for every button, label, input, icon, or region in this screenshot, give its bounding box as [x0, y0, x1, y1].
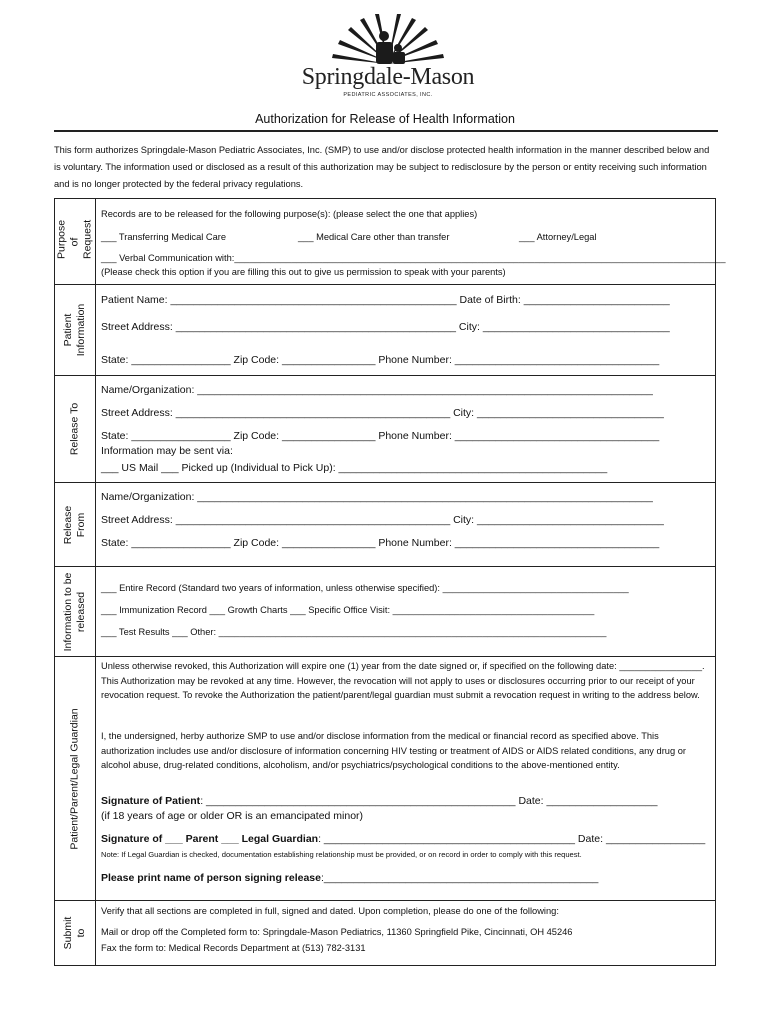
section-label: Information to be released: [62, 572, 87, 651]
legal-guardian-note: Note: If Legal Guardian is checked, documentation establishing relationship must be provided, or on record in order to comply with this request.: [101, 850, 582, 859]
print-name-field[interactable]: [101, 872, 598, 884]
expiration-paragraph: Unless otherwise revoked, this Authorization will expire one (1) year from the date signed or, if specified on the following date: ________________. This Authorization may be revoked at any time. However, the revocation will not apply to uses or disclosures occurring prior to our receipt of your revocation request. To revoke the Authorization the patient/parent/legal guardian must submit a revocation request in writing to the address below.: [101, 661, 705, 700]
send-via-label: Information may be sent via:: [101, 445, 233, 457]
section-label: Purpose of Request: [55, 219, 94, 259]
section-label: Release To: [68, 402, 81, 456]
release-to-state-field[interactable]: State: _________________ Zip Code: ________________ Phone Number: ___________________________________: [101, 430, 660, 442]
section-label-cell: [55, 199, 96, 284]
other-record-options[interactable]: ___ Test Results ___ Other: ___________________________________________________________________________: [101, 627, 607, 637]
section-label-cell: [55, 567, 96, 656]
release-to-street-field[interactable]: Street Address: _______________________________________________ City: ________________________________: [101, 407, 664, 419]
print-name-line: :_______________________________________________: [321, 872, 599, 884]
authorization-form: [54, 198, 726, 966]
section-guardian: [55, 657, 715, 901]
parent-signature-line: : ___________________________________________ Date: _________________: [318, 833, 706, 845]
purpose-heading: Records are to be released for the following purpose(s): (please select the one that applies): [101, 209, 478, 219]
section-submit: [55, 901, 715, 965]
patient-name-field[interactable]: Patient Name: _________________________________________________ Date of Birth: _________________________: [101, 294, 670, 306]
title-divider: [54, 130, 718, 132]
section-label-cell: [55, 901, 96, 965]
section-label-cell: [55, 483, 96, 566]
option-attorney-legal[interactable]: ___ Attorney/Legal: [519, 232, 597, 242]
patient-signature-label: Signature of Patient: [101, 795, 201, 807]
intro-text: This form authorizes Springdale-Mason Pediatric Associates, Inc. (SMP) to use and/or disclose protected health information in the manner described below and is voluntary. The information used or disclosed as a result of this authorization may be subject to redisclosure by the person or entity receiving such information and is no longer protected by the federal privacy regulations.: [54, 145, 710, 189]
section-label-cell: [55, 657, 96, 900]
mail-instructions: Mail or drop off the Completed form to: Springdale-Mason Pediatrics, 11360 Springfield Pike, Cincinnati, OH 45246: [101, 927, 573, 937]
entire-record-option[interactable]: ___ Entire Record (Standard two years of information, unless otherwise specified): ____________________________________: [101, 583, 629, 593]
logo-wordmark: Springdale-Mason: [301, 64, 475, 90]
section-label: Release From: [62, 505, 87, 544]
age-note: (if 18 years of age or older OR is an emancipated minor): [101, 810, 364, 822]
springdale-mason-logo: [298, 14, 478, 102]
send-via-options[interactable]: ___ US Mail ___ Picked up (Individual to Pick Up): ______________________________________________: [101, 462, 608, 474]
patient-street-field[interactable]: Street Address: ________________________________________________ City: ________________________________: [101, 321, 670, 333]
patient-signature-field[interactable]: [101, 795, 657, 807]
logo-subtitle: PEDIATRIC ASSOCIATES, INC.: [343, 92, 433, 98]
option-transferring-care[interactable]: ___ Transferring Medical Care: [101, 232, 227, 242]
form-title: Authorization for Release of Health Information: [255, 112, 515, 126]
fax-instructions: Fax the form to: Medical Records Department at (513) 782-3131: [101, 943, 366, 953]
release-from-street-field[interactable]: Street Address: _______________________________________________ City: ________________________________: [101, 514, 664, 526]
section-label: Submit to: [62, 916, 87, 950]
option-verbal-communication[interactable]: ___ Verbal Communication with:_______________________________________________________________________________________________: [101, 253, 726, 263]
section-release-from: [55, 483, 715, 567]
section-purpose: [55, 199, 726, 285]
release-to-org-field[interactable]: Name/Organization: ______________________________________________________________________________: [101, 384, 653, 396]
release-from-state-field[interactable]: State: _________________ Zip Code: ________________ Phone Number: ___________________________________: [101, 537, 660, 549]
parent-signature-label: Signature of ___ Parent ___ Legal Guardian: [101, 833, 319, 845]
verify-instructions: Verify that all sections are completed in full, signed and dated. Upon completion, please do one of the following:: [101, 906, 559, 916]
section-information: [55, 567, 715, 657]
section-label: Patient/Parent/Legal Guardian: [68, 707, 81, 850]
section-label-cell: [55, 285, 96, 375]
section-label-cell: [55, 376, 96, 482]
record-type-options[interactable]: ___ Immunization Record ___ Growth Charts ___ Specific Office Visit: _______________________________________: [101, 605, 595, 615]
parent-signature-field[interactable]: [101, 833, 705, 845]
verbal-note: (Please check this option if you are filling this out to give us permission to speak with your parents): [101, 267, 506, 277]
patient-state-field[interactable]: State: _________________ Zip Code: ________________ Phone Number: ___________________________________: [101, 354, 660, 366]
release-from-org-field[interactable]: Name/Organization: ______________________________________________________________________________: [101, 491, 653, 503]
authorization-paragraph: I, the undersigned, herby authorize SMP to use and/or disclose information from the medical or financial record as specified above. This authorization includes use and/or disclosure of information concerning HIV testing or treatment of AIDS or AIDS related conditions, any drug or alcohol abuse, drug-related conditions, alcoholism, and/or psychiatrics/psychological conditions to the above-mentioned entity.: [101, 731, 686, 770]
sunburst-icon: [298, 14, 478, 68]
patient-signature-line: : _____________________________________________________ Date: ___________________: [200, 795, 658, 807]
print-name-label: Please print name of person signing release: [101, 872, 321, 884]
section-patient: [55, 285, 715, 376]
section-label: Patient Information: [62, 303, 87, 357]
option-medical-care-other[interactable]: ___ Medical Care other than transfer: [298, 232, 450, 242]
section-release-to: [55, 376, 715, 483]
